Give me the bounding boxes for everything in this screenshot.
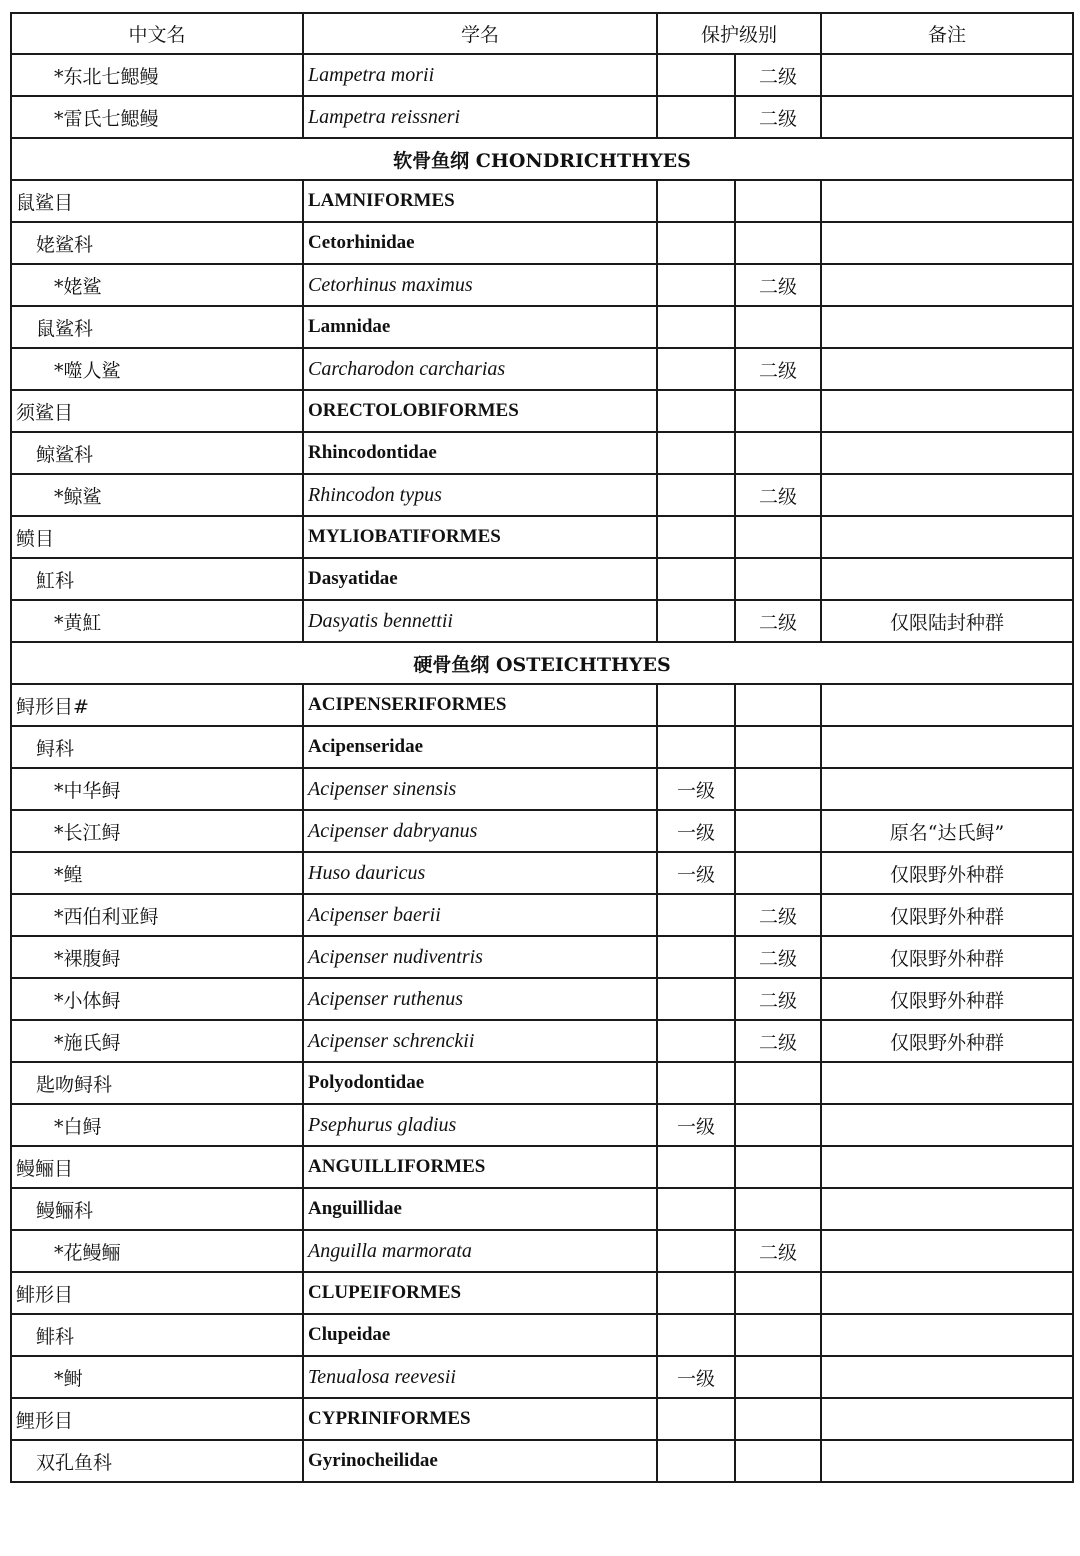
species-table-container [10, 12, 1072, 1483]
level-1-cell: 一级 [657, 1104, 735, 1146]
species-scientific-name: Psephurus gladius [303, 1104, 657, 1146]
remarks-cell [821, 684, 1073, 726]
family-chinese-name: 鲸鲨科 [11, 432, 303, 474]
remarks-cell [821, 516, 1073, 558]
species-chinese-name: *小体鲟 [11, 978, 303, 1020]
order-scientific-name: CYPRINIFORMES [303, 1398, 657, 1440]
level-1-cell [657, 222, 735, 264]
level-1-cell [657, 558, 735, 600]
level-2-cell [735, 1314, 821, 1356]
family-row [11, 222, 1073, 264]
level-1-cell [657, 600, 735, 642]
order-scientific-name: ORECTOLOBIFORMES [303, 390, 657, 432]
header-chinese-name: 中文名 [11, 13, 303, 54]
family-scientific-name: Acipenseridae [303, 726, 657, 768]
level-1-cell [657, 1398, 735, 1440]
level-2-cell [735, 306, 821, 348]
level-1-cell [657, 432, 735, 474]
remarks-cell [821, 1440, 1073, 1482]
remarks-cell [821, 1188, 1073, 1230]
species-chinese-name: *鲸鲨 [11, 474, 303, 516]
level-2-cell: 二级 [735, 600, 821, 642]
order-chinese-name: 鼠鲨目 [11, 180, 303, 222]
family-row [11, 1440, 1073, 1482]
remarks-cell [821, 1356, 1073, 1398]
family-row [11, 432, 1073, 474]
remarks-cell [821, 348, 1073, 390]
family-row [11, 558, 1073, 600]
species-row [11, 54, 1073, 96]
level-1-cell [657, 54, 735, 96]
species-row [11, 894, 1073, 936]
family-row [11, 1062, 1073, 1104]
order-chinese-name: 鲱形目 [11, 1272, 303, 1314]
species-chinese-name: *姥鲨 [11, 264, 303, 306]
level-2-cell [735, 1146, 821, 1188]
level-1-cell: 一级 [657, 852, 735, 894]
family-chinese-name: 鲟科 [11, 726, 303, 768]
level-1-cell [657, 1272, 735, 1314]
order-scientific-name: CLUPEIFORMES [303, 1272, 657, 1314]
remarks-cell [821, 1062, 1073, 1104]
family-chinese-name: 魟科 [11, 558, 303, 600]
level-1-cell [657, 180, 735, 222]
level-2-cell: 二级 [735, 1020, 821, 1062]
species-scientific-name: Rhincodon typus [303, 474, 657, 516]
species-scientific-name: Acipenser ruthenus [303, 978, 657, 1020]
remarks-cell: 仅限野外种群 [821, 852, 1073, 894]
family-chinese-name: 鳗鲡科 [11, 1188, 303, 1230]
remarks-cell: 仅限野外种群 [821, 1020, 1073, 1062]
species-row [11, 1020, 1073, 1062]
remarks-cell [821, 54, 1073, 96]
header-remarks: 备注 [821, 13, 1073, 54]
remarks-cell [821, 1272, 1073, 1314]
species-scientific-name: Cetorhinus maximus [303, 264, 657, 306]
family-chinese-name: 鲱科 [11, 1314, 303, 1356]
order-chinese-name: 须鲨目 [11, 390, 303, 432]
family-scientific-name: Lamnidae [303, 306, 657, 348]
level-1-cell [657, 264, 735, 306]
level-2-cell [735, 1188, 821, 1230]
order-chinese-name: 鲼目 [11, 516, 303, 558]
remarks-cell [821, 1146, 1073, 1188]
remarks-cell [821, 222, 1073, 264]
remarks-cell [821, 264, 1073, 306]
level-2-cell [735, 768, 821, 810]
level-2-cell [735, 1398, 821, 1440]
order-chinese-name: 鲟形目# [11, 684, 303, 726]
remarks-cell [821, 1398, 1073, 1440]
table-body [11, 54, 1073, 1482]
level-2-cell: 二级 [735, 54, 821, 96]
remarks-cell: 仅限陆封种群 [821, 600, 1073, 642]
order-row [11, 1398, 1073, 1440]
level-2-cell [735, 180, 821, 222]
family-row [11, 726, 1073, 768]
level-2-cell: 二级 [735, 1230, 821, 1272]
family-scientific-name: Dasyatidae [303, 558, 657, 600]
species-scientific-name: Carcharodon carcharias [303, 348, 657, 390]
order-row [11, 1272, 1073, 1314]
remarks-cell [821, 1230, 1073, 1272]
remarks-cell: 仅限野外种群 [821, 978, 1073, 1020]
species-row [11, 810, 1073, 852]
level-1-cell [657, 684, 735, 726]
order-scientific-name: ACIPENSERIFORMES [303, 684, 657, 726]
order-row [11, 1146, 1073, 1188]
family-row [11, 1314, 1073, 1356]
level-2-cell: 二级 [735, 474, 821, 516]
level-2-cell [735, 1440, 821, 1482]
family-scientific-name: Clupeidae [303, 1314, 657, 1356]
species-row [11, 348, 1073, 390]
species-row [11, 96, 1073, 138]
level-1-cell [657, 474, 735, 516]
level-1-cell [657, 1146, 735, 1188]
order-chinese-name: 鳗鲡目 [11, 1146, 303, 1188]
species-chinese-name: *裸腹鲟 [11, 936, 303, 978]
species-chinese-name: *长江鲟 [11, 810, 303, 852]
level-1-cell [657, 96, 735, 138]
species-row [11, 474, 1073, 516]
level-2-cell [735, 1272, 821, 1314]
level-2-cell [735, 726, 821, 768]
level-1-cell [657, 306, 735, 348]
level-1-cell [657, 936, 735, 978]
level-1-cell [657, 726, 735, 768]
species-scientific-name: Acipenser dabryanus [303, 810, 657, 852]
header-protection-level: 保护级别 [657, 13, 821, 54]
species-chinese-name: *噬人鲨 [11, 348, 303, 390]
remarks-cell [821, 306, 1073, 348]
remarks-cell [821, 1314, 1073, 1356]
species-scientific-name: Tenualosa reevesii [303, 1356, 657, 1398]
species-chinese-name: *鲥 [11, 1356, 303, 1398]
family-scientific-name: Rhincodontidae [303, 432, 657, 474]
level-2-cell: 二级 [735, 978, 821, 1020]
species-row [11, 978, 1073, 1020]
level-2-cell [735, 516, 821, 558]
order-row [11, 390, 1073, 432]
species-chinese-name: *雷氏七鳃鳗 [11, 96, 303, 138]
family-chinese-name: 匙吻鲟科 [11, 1062, 303, 1104]
level-2-cell [735, 852, 821, 894]
species-row [11, 852, 1073, 894]
species-row [11, 264, 1073, 306]
species-row [11, 1230, 1073, 1272]
family-scientific-name: Gyrinocheilidae [303, 1440, 657, 1482]
level-2-cell [735, 1356, 821, 1398]
level-1-cell [657, 516, 735, 558]
level-1-cell [657, 1230, 735, 1272]
species-chinese-name: *黄魟 [11, 600, 303, 642]
species-row [11, 1356, 1073, 1398]
remarks-cell [821, 558, 1073, 600]
species-row [11, 1104, 1073, 1146]
order-row [11, 180, 1073, 222]
species-scientific-name: Lampetra reissneri [303, 96, 657, 138]
species-chinese-name: *花鳗鲡 [11, 1230, 303, 1272]
level-2-cell [735, 810, 821, 852]
level-2-cell [735, 684, 821, 726]
level-2-cell: 二级 [735, 894, 821, 936]
species-row [11, 768, 1073, 810]
order-scientific-name: ANGUILLIFORMES [303, 1146, 657, 1188]
level-1-cell [657, 1062, 735, 1104]
level-2-cell: 二级 [735, 348, 821, 390]
species-scientific-name: Acipenser baerii [303, 894, 657, 936]
level-1-cell [657, 390, 735, 432]
level-2-cell [735, 390, 821, 432]
order-scientific-name: MYLIOBATIFORMES [303, 516, 657, 558]
remarks-cell [821, 390, 1073, 432]
level-1-cell [657, 1020, 735, 1062]
level-2-cell: 二级 [735, 936, 821, 978]
order-scientific-name: LAMNIFORMES [303, 180, 657, 222]
remarks-cell [821, 180, 1073, 222]
family-row [11, 306, 1073, 348]
remarks-cell [821, 1104, 1073, 1146]
level-1-cell [657, 894, 735, 936]
level-1-cell: 一级 [657, 1356, 735, 1398]
class-label: 软骨鱼纲 CHONDRICHTHYES [11, 138, 1073, 180]
family-scientific-name: Anguillidae [303, 1188, 657, 1230]
species-chinese-name: *鳇 [11, 852, 303, 894]
header-scientific-name: 学名 [303, 13, 657, 54]
species-chinese-name: *中华鲟 [11, 768, 303, 810]
remarks-cell: 仅限野外种群 [821, 894, 1073, 936]
remarks-cell [821, 432, 1073, 474]
level-2-cell: 二级 [735, 96, 821, 138]
family-scientific-name: Cetorhinidae [303, 222, 657, 264]
species-scientific-name: Anguilla marmorata [303, 1230, 657, 1272]
species-chinese-name: *施氏鲟 [11, 1020, 303, 1062]
species-chinese-name: *西伯利亚鲟 [11, 894, 303, 936]
species-scientific-name: Acipenser nudiventris [303, 936, 657, 978]
species-row [11, 936, 1073, 978]
species-chinese-name: *东北七鳃鳗 [11, 54, 303, 96]
order-chinese-name: 鲤形目 [11, 1398, 303, 1440]
table-header-row [11, 13, 1073, 54]
level-1-cell: 一级 [657, 768, 735, 810]
level-1-cell [657, 978, 735, 1020]
protected-species-table [10, 12, 1074, 1483]
level-1-cell [657, 348, 735, 390]
level-2-cell [735, 1104, 821, 1146]
level-1-cell [657, 1314, 735, 1356]
class-row [11, 138, 1073, 180]
species-scientific-name: Acipenser schrenckii [303, 1020, 657, 1062]
remarks-cell: 仅限野外种群 [821, 936, 1073, 978]
remarks-cell [821, 96, 1073, 138]
species-scientific-name: Acipenser sinensis [303, 768, 657, 810]
level-2-cell [735, 432, 821, 474]
order-row [11, 684, 1073, 726]
family-chinese-name: 姥鲨科 [11, 222, 303, 264]
class-label: 硬骨鱼纲 OSTEICHTHYES [11, 642, 1073, 684]
family-chinese-name: 鼠鲨科 [11, 306, 303, 348]
level-2-cell [735, 222, 821, 264]
level-2-cell [735, 1062, 821, 1104]
order-row [11, 516, 1073, 558]
family-row [11, 1188, 1073, 1230]
remarks-cell [821, 474, 1073, 516]
level-1-cell [657, 1440, 735, 1482]
family-scientific-name: Polyodontidae [303, 1062, 657, 1104]
family-chinese-name: 双孔鱼科 [11, 1440, 303, 1482]
species-row [11, 600, 1073, 642]
level-1-cell [657, 1188, 735, 1230]
level-2-cell [735, 558, 821, 600]
remarks-cell [821, 768, 1073, 810]
species-scientific-name: Huso dauricus [303, 852, 657, 894]
species-scientific-name: Dasyatis bennettii [303, 600, 657, 642]
remarks-cell: 原名“达氏鲟” [821, 810, 1073, 852]
species-scientific-name: Lampetra morii [303, 54, 657, 96]
class-row [11, 642, 1073, 684]
remarks-cell [821, 726, 1073, 768]
level-1-cell: 一级 [657, 810, 735, 852]
level-2-cell: 二级 [735, 264, 821, 306]
species-chinese-name: *白鲟 [11, 1104, 303, 1146]
